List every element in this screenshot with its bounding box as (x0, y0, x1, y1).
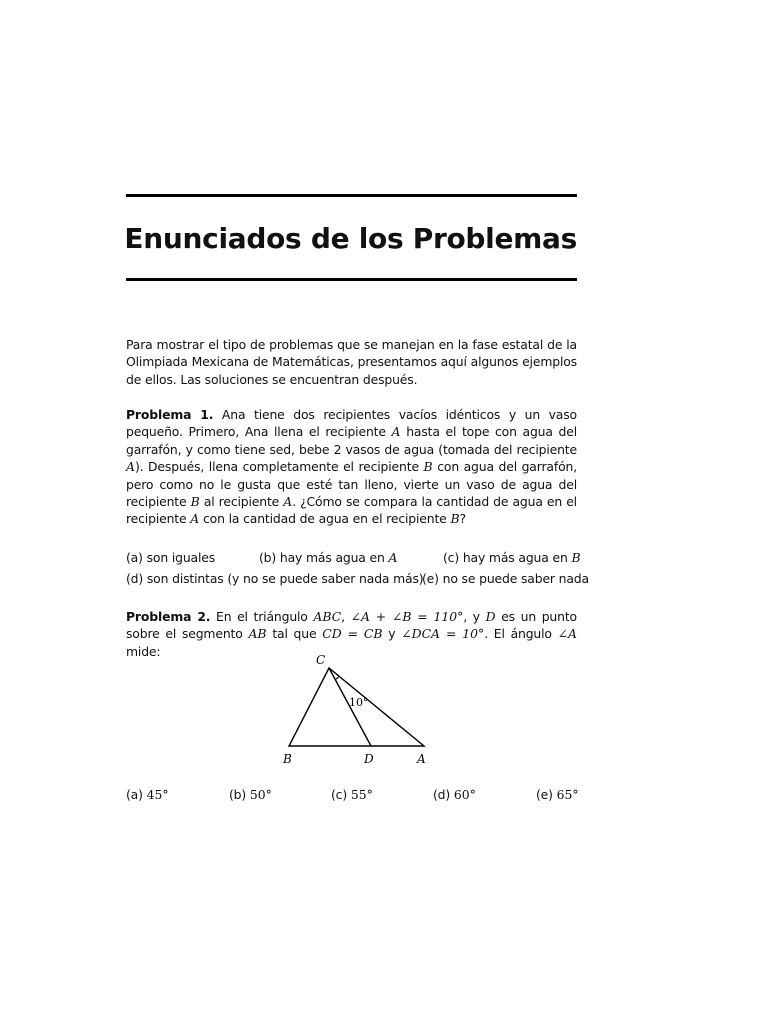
problem-1-text: Ana tiene dos recipientes vacíos idénticos y un vaso pequeño. Primero, Ana llena el recipiente (126, 407, 577, 440)
math-expr: ABC (313, 609, 342, 624)
option-prefix: (e) (536, 787, 553, 802)
math-var: B (450, 511, 460, 527)
problem-1-text: ). Después, llena completamente el recipiente (134, 459, 424, 475)
math-expr: AB (248, 626, 267, 642)
option-text: (c) hay más agua en (443, 550, 568, 565)
option-value: 50° (249, 787, 272, 802)
math-var: A (283, 494, 293, 510)
math-var: B (190, 494, 200, 510)
problem-1-text: con agua del garrafón, pero como no le gusta que esté tan lleno, vierte un vaso de agua del recipiente (126, 459, 577, 510)
label-c: C (316, 653, 326, 667)
problem-1-option-d: (d) son distintas (y no se puede saber nada más) (126, 571, 424, 586)
problem-2-option-c (331, 786, 373, 803)
intro-paragraph: Para mostrar el tipo de problemas que se manejan en la fase estatal de la Olimpiada Mexicana de Matemáticas, presentamos aquí algunos ejemplos de ellos. Las soluciones se encuentran después. (126, 337, 577, 387)
label-b: B (283, 752, 292, 766)
problem-2-option-b (229, 786, 272, 803)
problem-1-text: . ¿Cómo se compara la cantidad de agua en el recipiente (126, 494, 577, 527)
math-expr: ∠A + ∠B = 110° (350, 609, 464, 624)
option-prefix: (d) (433, 787, 451, 802)
option-prefix: (a) (126, 787, 143, 802)
math-var: A (126, 459, 135, 475)
math-var: A (388, 550, 398, 565)
problem-1-option-a: (a) son iguales (126, 550, 216, 565)
option-prefix: (c) (331, 787, 348, 802)
label-d: D (364, 752, 374, 766)
problem-1-text: hasta el tope con agua del garrafón, y como tiene sed, bebe 2 vasos de agua (tomada del recipiente (126, 424, 577, 457)
problem-2-option-d (433, 786, 476, 803)
problem-1-option-e: (e) no se puede saber nada (422, 571, 589, 586)
math-var: A (190, 511, 200, 527)
problem-1-option-c (443, 549, 581, 566)
problem-2-text: es un punto sobre el segmento (126, 609, 577, 642)
option-text: (b) hay más agua en (259, 550, 385, 565)
chapter-title: Enunciados de los Problemas (124, 222, 577, 255)
problem-1-text: con la cantidad de agua en el recipiente (199, 511, 451, 527)
label-a: A (417, 752, 426, 766)
problem-2-label: Problema 2. (126, 609, 211, 624)
problem-1-text: al recipiente (199, 494, 284, 510)
math-expr: CD = CB (322, 626, 383, 642)
problem-2-text: , (341, 609, 351, 624)
math-var: B (571, 550, 581, 565)
problem-2-option-e (536, 786, 579, 803)
problem-2-text: . El ángulo (484, 626, 558, 642)
problem-2-text: En el triángulo (210, 609, 314, 624)
option-value: 55° (350, 787, 373, 802)
problem-2-text: tal que (266, 626, 323, 642)
top-rule (126, 194, 577, 197)
math-var: A (391, 424, 401, 440)
problem-2-text: mide: (126, 643, 161, 659)
option-prefix: (b) (229, 787, 247, 802)
math-var: B (423, 459, 433, 475)
problem-2-text: , y (463, 609, 486, 624)
option-value: 60° (453, 787, 476, 802)
math-expr: ∠A (557, 626, 577, 642)
problem-1-text: ? (459, 511, 466, 527)
problem-2-option-a (126, 786, 169, 803)
problem-1-statement (126, 406, 577, 528)
math-expr: ∠DCA = 10° (401, 626, 485, 642)
angle-label: 10° (349, 696, 369, 709)
option-value: 45° (146, 787, 169, 802)
problem-2-text: y (382, 626, 402, 642)
option-value: 65° (556, 787, 579, 802)
problem-1-option-b (259, 549, 397, 566)
bottom-rule (126, 278, 577, 281)
triangle-figure (270, 648, 440, 770)
angle-arc (335, 676, 339, 679)
math-var: D (485, 609, 496, 624)
problem-1-label: Problema 1. (126, 407, 214, 422)
